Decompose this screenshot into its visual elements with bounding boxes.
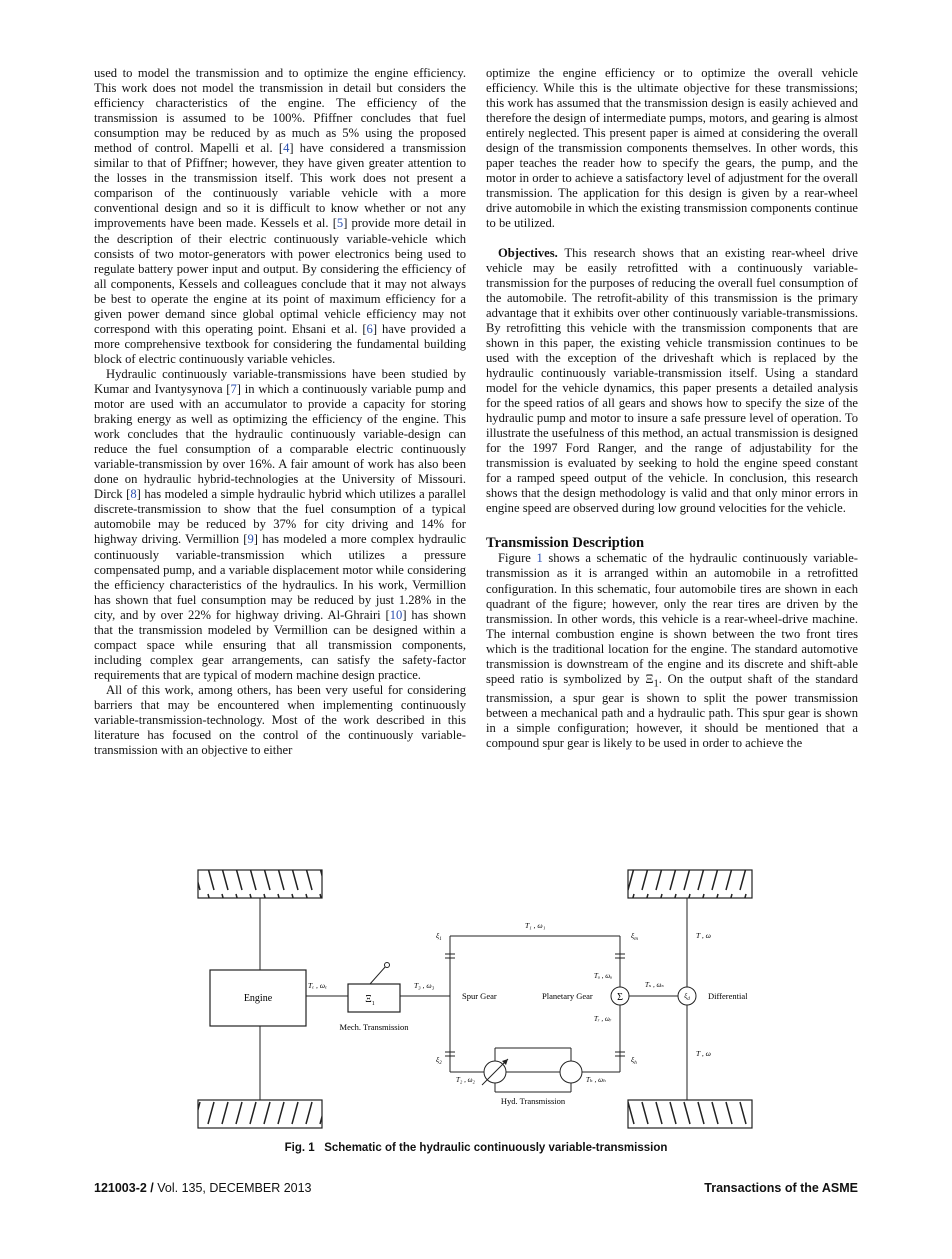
figure-ref-link[interactable]: 1	[536, 551, 543, 566]
label-tu-wu: Tᵤ , ωᵤ	[594, 972, 613, 980]
spur-gear	[445, 936, 497, 1072]
footer-journal: Transactions of the ASME	[704, 1181, 858, 1195]
label-te-we: Tₑ , ωₑ	[308, 981, 328, 990]
label-t1-w1: T₁ , ω₁	[525, 921, 546, 930]
ref-link-5[interactable]: 5	[336, 216, 344, 231]
label-t-w-bottom: T , ω	[696, 1049, 711, 1058]
label-tr-wr: Tᵣ , ωᵣ	[594, 1015, 612, 1023]
label-ts-ws: Tₛ , ωₛ	[645, 981, 664, 989]
ref-link-10[interactable]: 10	[389, 607, 403, 622]
label-t3-w3: T₃ , ω₃	[414, 981, 435, 990]
xi-2-label: $\xi_2$	[436, 1055, 442, 1066]
engine-block	[210, 970, 306, 1026]
svg-text:ξd: $\xi_d$	[684, 992, 690, 1002]
ref-link-4[interactable]: 4	[283, 141, 290, 156]
ref-link-7[interactable]: 7	[230, 381, 237, 396]
ref-link-9[interactable]: 9	[247, 532, 254, 547]
paragraph-4: optimize the engine efficiency or to optimize the overall vehicle efficiency. While this is the ultimate objective for these transmissions; this work has assumed that the transmission design is easily achieved and therefore the design of intermediate pumps, motors, and gearing is almost entirely neglected. This present paper is aimed at considering the overall design of the transmission components themselves. In other words, this paper teaches the reader how to specify the gears, the pump, and the motor in order to achieve a satisfactory level of adjustment for the overall transmission. The application for this design is given by a rear-wheel drive automobile in which the existing transmission components continue to be utilized.	[486, 66, 858, 231]
figure-caption: Fig. 1 Schematic of the hydraulic continuously variable-transmission	[284, 1142, 668, 1154]
paragraph-3: All of this work, among others, has been very useful for considering barriers that may be encountered when implementing continuously variable-transmission-technology. Most of the work described in this literature has focused on the control of the continuously variable-transmission with an objective to either	[94, 682, 466, 758]
tire-front-right	[628, 870, 752, 898]
planetary-gear	[542, 987, 629, 1005]
transmission-description-paragraph: Figure 1 shows a schematic of the hydraulic continuously variable-transmission as it is arranged within an automobile in a retrofitted configuration. In this schematic, four automobile tires are shown in each quadrant of the figure; however, only the rear tires are driven by the transmission. In other words, this vehicle is a rear-wheel-drive machine. The internal combustion engine is shown between the two front tires which is the traditional location for the engine. The standard automotive transmission is downstream of the engine and its discrete and shift-able speed ratio is symbolized by $\Xi_1$. On the output shaft of the standard transmission, a spur gear is shown to split the power transmission between a mechanical path and a hydraulic path. This spur gear is shown in a simple configuration; however, it should be mentioned that a compound spur gear is likely to be used in order to achieve the	[486, 551, 859, 751]
svg-text:Engine: Engine	[243, 993, 273, 1004]
objectives-lead: Objectives.	[498, 245, 558, 260]
transmission-schematic-figure	[190, 866, 780, 1134]
xi-m-label: $\xi_m$	[631, 931, 638, 942]
mech-transmission-block	[340, 963, 410, 1033]
svg-text:Σ: Σ	[617, 992, 623, 1003]
hyd-transmission-label: Hyd. Transmission	[500, 1096, 566, 1106]
hydraulic-pump	[482, 1059, 508, 1085]
svg-text:Mech. Transmission: Mech. Transmission	[339, 1022, 409, 1032]
paragraph-2: Hydraulic continuously variable-transmissions have been studied by Kumar and Ivantysynova [7] in which a continuously variable pump and motor are used with an accumulator to provide a capacity for storing braking energy as well as optimizing the efficiency of the engine. This work concludes that the hydraulic continuously variable-design can reduce the fuel consumption of a comparable electric continuously variable-transmission by over 16%. A fair amount of work has also been done on hydraulic hybrid-technologies at the University of Missouri. Dirck [8] has modeled a simple hydraulic hybrid which utilizes a parallel discrete-transmission to show that the fuel consumption of a typical automobile may be reduced by 37% for city driving and 14% for highway driving. Vermillion [9] has modeled a more complex hydraulic continuously variable-transmission which utilizes a pressure compensated pump, and a variable displacement motor while considering the efficiency characteristics of the hydraulics. In his work, Vermillion has shown that fuel consumption may be reduced by just 1.28% in the city, and by over 22% for highway driving. Al-Ghrairi [10] has shown that the transmission modeled by Vermillion can be designed within a compact space while ensuring that all transmission components, including complex gear arrangements, can satisfy the safety-factor requirements that are typical of modern machine design practice.	[94, 366, 466, 682]
svg-text:Planetary Gear: Planetary Gear	[542, 991, 593, 1001]
differential	[678, 987, 748, 1005]
section-heading: Transmission Description	[486, 535, 645, 552]
xi-1-label: $\xi_1$	[436, 931, 442, 942]
tire-front-left	[198, 870, 322, 898]
paragraph-1: used to model the transmission and to optimize the engine efficiency. This work does not model the transmission in detail but considers the efficiency characteristics of the engine. The efficiency of the transmission is assumed to be 100%. Pfiffner concludes that fuel consumption may be reduced by as much as 5% using the proposed method of control. Mapelli et al. [4] have considered a transmission similar to that of Pfiffner; however, they have given greater attention to the losses in the transmission itself. This work does not present a comparison of the continuously variable vehicle with a more conventional design and so it is difficult to know whether or not any improvements have been made. Kessels et al. [5] provide more detail in the description of their electric continuously variable-vehicle which consists of two motor-generators with power electronics being used to regulate battery power input and output. By considering the efficiency of all components, Kessels and colleagues conclude that it may not always be best to operate the engine at its point of maximum efficiency for a given power demand since global optimal vehicle efficiency may not correspond with this operating point. Ehsani et al. [6] have provided a more comprehensive textbook for considering the fundamental building block of electric continuously variable vehicles.	[94, 66, 466, 366]
label-th-wh: Tₕ , ωₕ	[586, 1076, 607, 1084]
ref-link-6[interactable]: 6	[366, 321, 373, 336]
tire-rear-right	[628, 1100, 752, 1128]
ref-link-8[interactable]: 8	[130, 487, 137, 502]
xi-h-label: $\xi_h$	[631, 1055, 637, 1066]
hydraulic-motor	[560, 1061, 582, 1083]
tire-rear-left	[198, 1100, 322, 1128]
right-column	[486, 66, 858, 752]
objectives-paragraph: Objectives. This research shows that an existing rear-wheel drive vehicle may be easily retrofitted with a continuously variable-transmission for the purposes of reducing the overall fuel consumption of the automobile. The retrofit-ability of this transmission is the primary advantage that it exhibits over other continuously variable-transmissions. By retrofitting this vehicle with the transmission components that are shown in this paper, the existing vehicle transmission continues to be used with the exception of the driveshaft which is replaced by the hydraulic continuously variable-transmission itself. Using a standard model for the vehicle dynamics, this paper presents a detailed analysis for the speed ratios of all gears and shows how to specify the size of the hydraulic pump and motor to insure a safe pressure level of operation. To illustrate the usefulness of this method, an actual transmission is designed for the 1997 Ford Ranger, and the range of adjustability for the transmission is evaluated by seeking to hold the engine speed constant for a ramped speed output of the vehicle. In conclusion, this research shows that the design methodology is valid and that only minor errors in engine speed are observed during low ground velocities for the vehicle.	[486, 245, 858, 516]
xi-1-symbol: $\Xi_1$	[365, 994, 375, 1007]
svg-text:Spur Gear: Spur Gear	[462, 991, 497, 1001]
left-column	[94, 66, 466, 758]
label-t2-w2: T₂ , ω₂	[456, 1076, 475, 1084]
label-t-w-top: T , ω	[696, 931, 711, 940]
footer-page-id: 121003-2 / Vol. 135, DECEMBER 2013	[94, 1181, 312, 1195]
svg-text:Differential: Differential	[708, 991, 748, 1001]
